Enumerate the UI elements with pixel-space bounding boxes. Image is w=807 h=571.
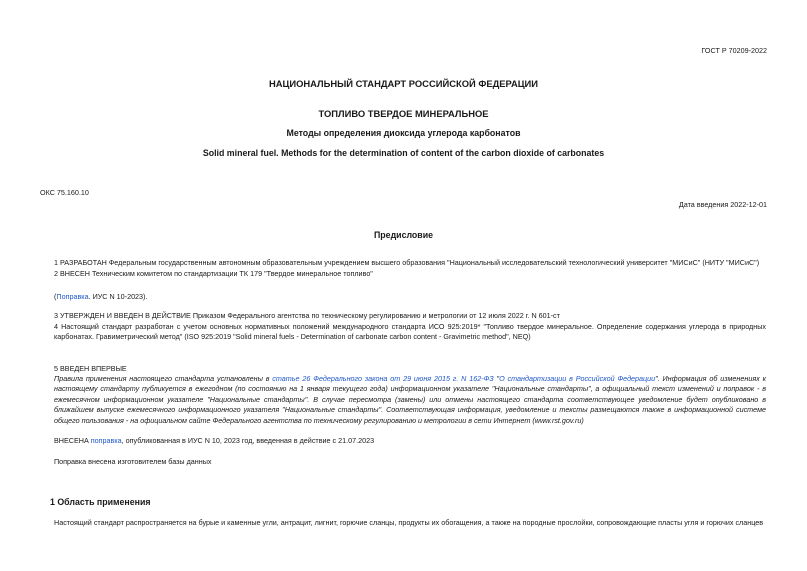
foreword-item-5: 5 ВВЕДЕН ВПЕРВЫЕ: [54, 364, 127, 373]
database-note: Поправка внесена изготовителем базы данных: [54, 457, 212, 466]
standardization-law-link[interactable]: О стандартизации в Российской Федерации: [499, 374, 656, 383]
amendment-link[interactable]: Поправка: [56, 292, 89, 301]
product-title: ТОПЛИВО ТВЕРДОЕ МИНЕРАЛЬНОЕ: [318, 108, 489, 119]
section-1-heading: 1 Область применения: [50, 497, 151, 507]
introduction-date: Дата введения 2022-12-01: [678, 200, 767, 209]
amendment-introduced-link[interactable]: поправка: [90, 436, 122, 445]
amendment-reference: (Поправка. ИУС N 10-2023).: [54, 292, 148, 301]
amendment-introduced: ВНЕСЕНА поправка, опубликованная в ИУС N 10, 2023 год, введенная в действие с 21.07.2023: [54, 436, 375, 445]
application-rules: Правила применения настоящего стандарта установлены в статье 26 Федерального закона от 29 июня 2015 г. N 162-ФЗ "О стандартизации в Российской Федерации". Информация об изменениях к настоящему стандарту публикуется в ежегодном (по состоянию на 1 января текущего года) информационном указателе "Национальные стандарты", а официальный текст изменений и поправок - в ежемесячном информационном указателе "Национальные стандарты". В случае пересмотра (замены) или отмены настоящего стандарта соответствующее уведомление будет опубликовано в ближайшем выпуске ежемесячного информационного указателя "Национальные стандарты". Соответствующая информация, уведомление и тексты размещаются также в информационной системе общего пользования - на официальном сайте Федерального агентства по техническому регулированию и метрологии в сети Интернет (www.rst.gov.ru): [54, 374, 766, 425]
foreword-item-4: 4 Настоящий стандарт разработан с учетом основных нормативных положений международного стандарта ИСО 925:2019* "Топливо твердое минеральное. Определение содержания углерода в природных карбонатах. Гравиметрический метод" (ISO 925:2019 "Solid mineral fuels - Determination of carbonate carbon content - Gravimetric method", NEQ): [54, 322, 766, 342]
doc-code: ГОСТ Р 70209-2022: [701, 46, 767, 55]
foreword-item-3: 3 УТВЕРЖДЕН И ВВЕДЕН В ДЕЙСТВИЕ Приказом Федерального агентства по техническому регулированию и метрологии от 12 июля 2022 г. N 601-ст: [54, 311, 560, 320]
foreword-item-2: 2 ВНЕСЕН Техническим комитетом по стандартизации ТК 179 "Твердое минеральное топливо": [54, 269, 373, 278]
foreword-item-1: 1 РАЗРАБОТАН Федеральным государственным автономным образовательным учреждением высшего образования "Национальный исследовательский технологический университет "МИСиС" (НИТУ "МИСиС"): [54, 258, 760, 267]
methods-title-en: Solid mineral fuel. Methods for the determination of content of the carbon dioxide of carbonates: [202, 148, 605, 158]
methods-title-ru: Методы определения диоксида углерода карбонатов: [286, 128, 521, 138]
federal-law-link[interactable]: статье 26 Федерального закона от 29 июня 2015 г. N 162-ФЗ: [272, 374, 494, 383]
foreword-heading: Предисловие: [373, 230, 434, 240]
national-standard-title: НАЦИОНАЛЬНЫЙ СТАНДАРТ РОССИЙСКОЙ ФЕДЕРАЦИИ: [268, 78, 539, 89]
section-1-text: Настоящий стандарт распространяется на бурые и каменные угли, антрацит, лигнит, горючие сланцы, продукты их обогащения, а также на породные прослойки, сопровождающие пласты угля и горючих сланцев: [54, 518, 764, 527]
oks-code: ОКС 75.160.10: [40, 188, 89, 197]
